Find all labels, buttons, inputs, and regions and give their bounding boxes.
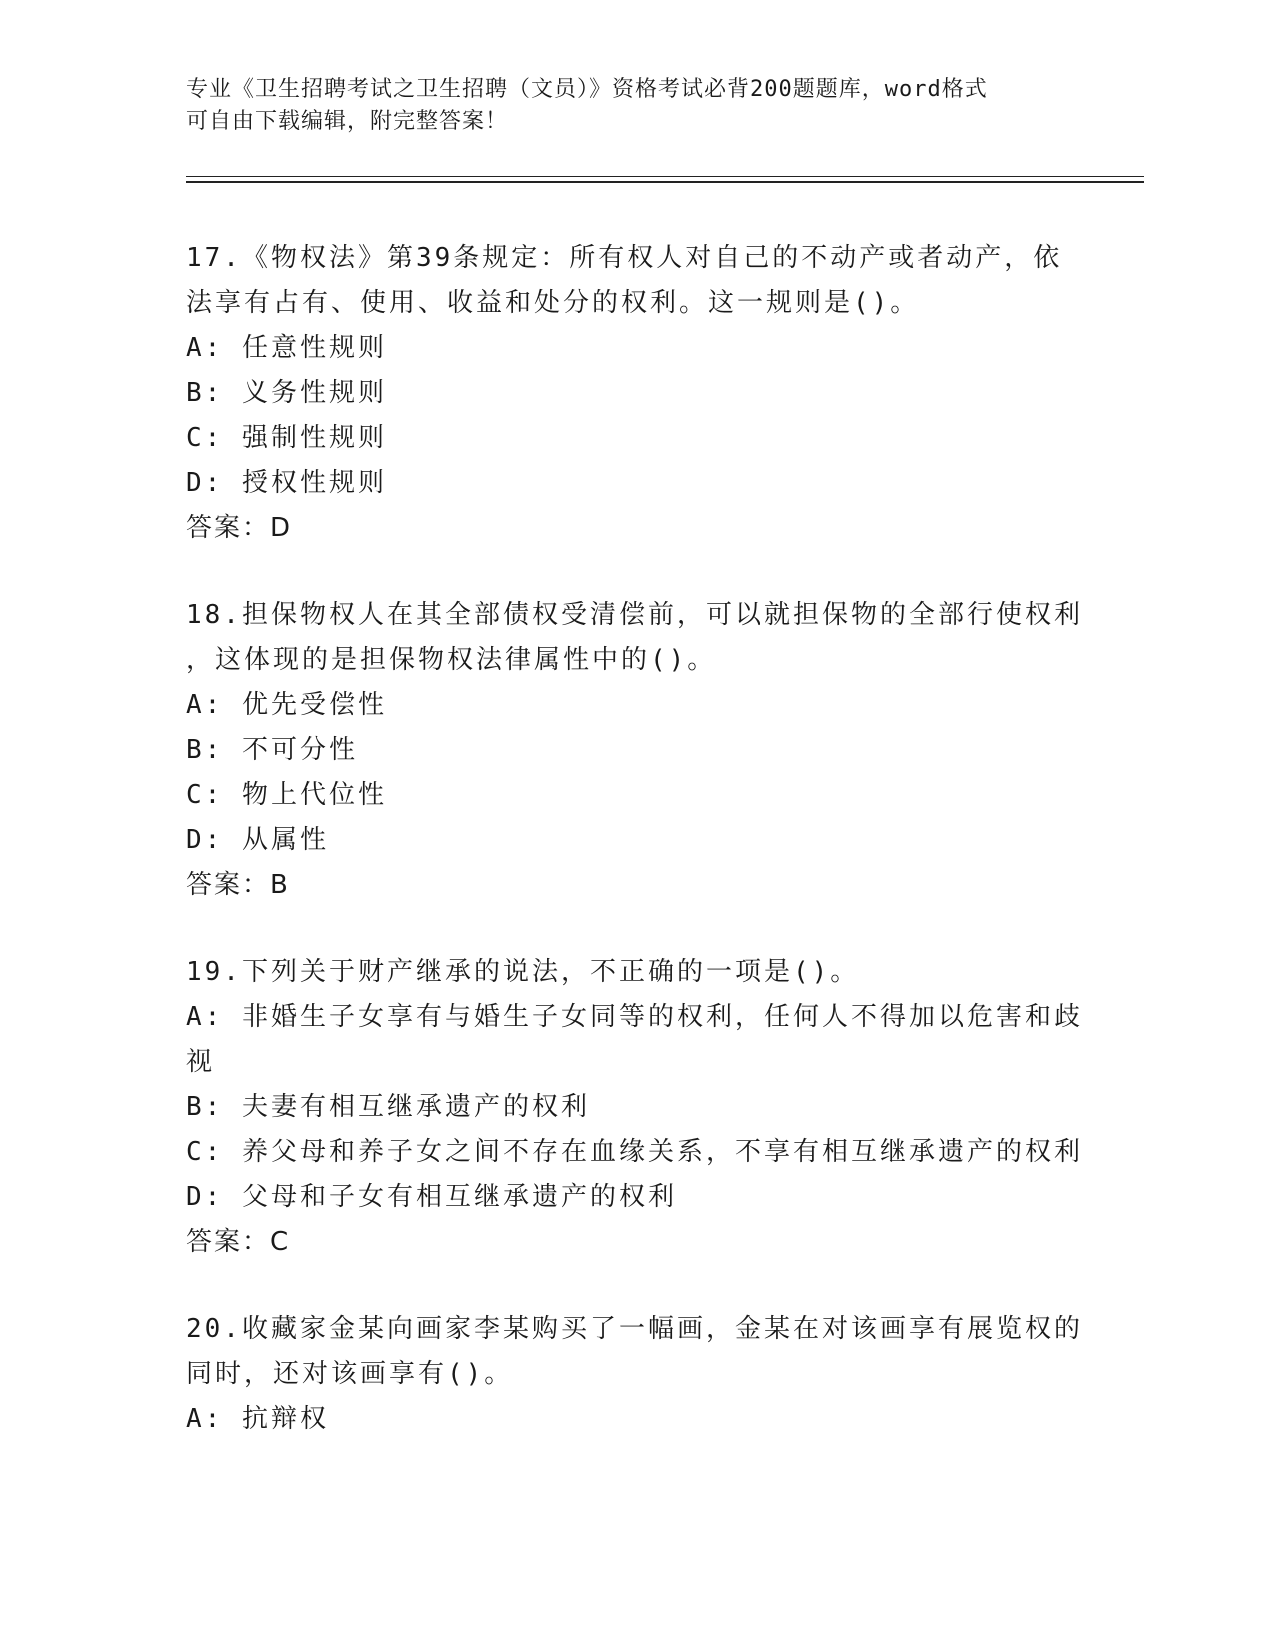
option-b: B: 夫妻有相互继承遗产的权利 (186, 1092, 590, 1122)
question-17 (186, 236, 1086, 551)
option-d: D: 授权性规则 (186, 468, 387, 498)
answer: 答案：C (186, 1227, 291, 1257)
option-c: C: 养父母和养子女之间不存在血缘关系，不享有相互继承遗产的权利 (186, 1137, 1083, 1167)
option-a: A: 抗辩权 (186, 1404, 329, 1434)
question-text: ，这体现的是担保物权法律属性中的()。 (186, 645, 717, 675)
option-a-continued: 视 (186, 1047, 216, 1077)
question-text: 同时，还对该画享有()。 (186, 1359, 514, 1389)
header-line-2: 可自由下载编辑，附完整答案！ (186, 109, 509, 134)
header-divider-thin (186, 176, 1144, 177)
question-19 (186, 950, 1086, 1265)
answer: 答案：D (186, 513, 293, 543)
question-18 (186, 593, 1086, 908)
option-b: B: 不可分性 (186, 735, 358, 765)
option-a: A: 任意性规则 (186, 333, 387, 363)
question-text: 20.收藏家金某向画家李某购买了一幅画，金某在对该画享有展览权的 (186, 1314, 1083, 1344)
document-header (186, 74, 1066, 138)
question-text: 17.《物权法》第39条规定：所有权人对自己的不动产或者动产，依 (186, 243, 1063, 273)
question-text: 18.担保物权人在其全部债权受清偿前，可以就担保物的全部行使权利 (186, 600, 1083, 630)
answer: 答案：B (186, 870, 290, 900)
option-b: B: 义务性规则 (186, 378, 387, 408)
option-d: D: 从属性 (186, 825, 329, 855)
option-c: C: 物上代位性 (186, 780, 387, 810)
header-line-1: 专业《卫生招聘考试之卫生招聘（文员）》资格考试必背200题题库，word格式 (186, 77, 988, 102)
option-c: C: 强制性规则 (186, 423, 387, 453)
option-d: D: 父母和子女有相互继承遗产的权利 (186, 1182, 677, 1212)
question-20 (186, 1307, 1086, 1442)
option-a: A: 非婚生子女享有与婚生子女同等的权利，任何人不得加以危害和歧 (186, 1002, 1083, 1032)
question-text: 法享有占有、使用、收益和处分的权利。这一规则是()。 (186, 288, 920, 318)
option-a: A: 优先受偿性 (186, 690, 387, 720)
header-divider-thick (186, 181, 1144, 183)
question-list (186, 236, 1086, 1484)
question-text: 19.下列关于财产继承的说法，不正确的一项是()。 (186, 957, 860, 987)
